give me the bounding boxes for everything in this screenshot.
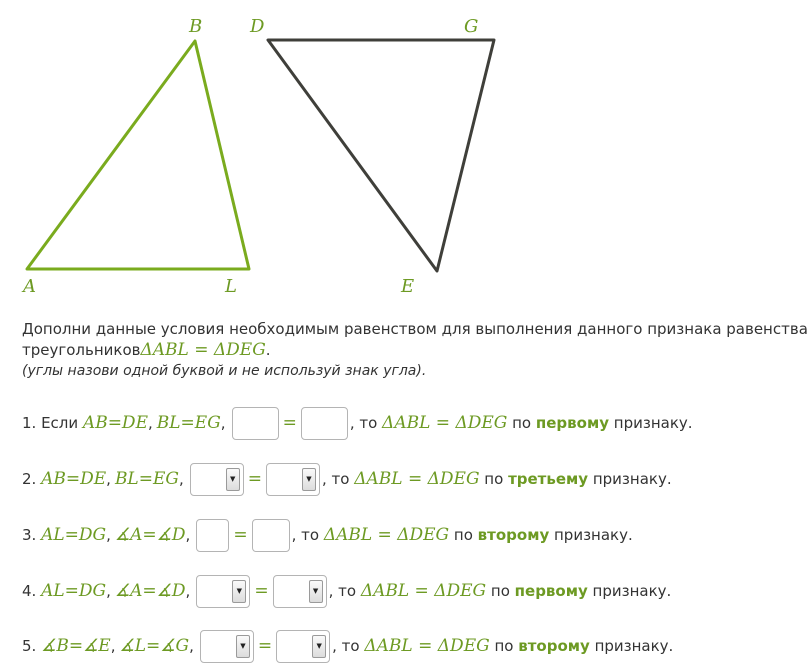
triangle-deg xyxy=(268,40,494,271)
triangle-deg-symbol: ΔDEG xyxy=(427,469,480,489)
triangle-deg-symbol: ΔDEG xyxy=(434,581,487,601)
triangle-down-icon[interactable]: ▼ xyxy=(312,635,326,658)
condition-1: AL=DG xyxy=(41,525,107,545)
sign-ordinal: второму xyxy=(477,526,550,544)
task-number: 2. xyxy=(22,470,42,488)
equals-sign: = xyxy=(247,469,262,489)
task-number: 5. xyxy=(22,637,42,655)
suffix-text: признаку. xyxy=(609,414,693,432)
vertex-label-l: L xyxy=(225,276,237,297)
equals-symbol: = xyxy=(188,340,214,360)
result-prefix: , то xyxy=(349,414,383,432)
answer-select-right[interactable] xyxy=(273,575,327,608)
task-number: 4. xyxy=(22,582,42,600)
triangle-down-icon[interactable]: ▼ xyxy=(309,580,323,603)
task-2 xyxy=(22,462,672,496)
answer-select-right[interactable] xyxy=(266,463,320,496)
answer-select-right[interactable] xyxy=(276,630,330,663)
result-prefix: , то xyxy=(291,526,324,544)
po-text: по xyxy=(489,637,519,655)
condition-2: BL=EG xyxy=(114,469,179,489)
po-text: по xyxy=(479,470,509,488)
triangle-down-icon[interactable]: ▼ xyxy=(226,468,240,491)
task-3 xyxy=(22,518,633,552)
equals-symbol: = xyxy=(402,469,428,489)
suffix-text: признаку. xyxy=(588,470,672,488)
equals-symbol: = xyxy=(409,581,435,601)
task-5 xyxy=(22,629,673,663)
suffix-text: признаку. xyxy=(549,526,633,544)
triangle-deg-symbol: ΔDEG xyxy=(213,340,266,360)
instructions xyxy=(22,319,812,382)
comma: , xyxy=(106,470,111,488)
sign-ordinal: первому xyxy=(514,582,588,600)
suffix-text: признаку. xyxy=(589,637,674,655)
equals-sign: = xyxy=(282,413,297,433)
answer-select-left[interactable] xyxy=(190,463,244,496)
triangle-deg-symbol: ΔDEG xyxy=(397,525,450,545)
comma: , xyxy=(185,526,191,544)
triangle-abl-symbol: ΔABL xyxy=(382,413,431,433)
triangle-abl xyxy=(27,41,249,269)
equals-symbol: = xyxy=(412,636,438,656)
sign-ordinal: третьему xyxy=(508,470,589,488)
vertex-label-e: E xyxy=(401,276,415,297)
instructions-hint: (углы назови одной буквой и не используй знак угла). xyxy=(22,363,427,379)
condition-1: AL=DG xyxy=(41,581,107,601)
po-text: по xyxy=(507,414,536,432)
task-number: 3. xyxy=(22,526,42,544)
comma: , xyxy=(178,470,184,488)
triangle-deg-symbol: ΔDEG xyxy=(437,636,490,656)
answer-select-left[interactable] xyxy=(200,630,254,663)
instructions-line-1: Дополни данные условия необходимым равенством для выполнения данного признака равенства xyxy=(22,320,808,338)
answer-input-left[interactable] xyxy=(232,407,279,440)
suffix-text: признаку. xyxy=(587,582,672,600)
comma: , xyxy=(220,414,226,432)
triangle-abl-symbol: ΔABL xyxy=(323,525,373,545)
condition-2: ∡A=∡D xyxy=(114,525,186,545)
result-prefix: , то xyxy=(321,470,355,488)
triangle-abl-symbol: ΔABL xyxy=(364,636,413,656)
condition-1: AB=DE xyxy=(82,413,148,433)
comma: , xyxy=(106,526,111,544)
sign-ordinal: первому xyxy=(535,414,610,432)
po-text: по xyxy=(486,582,515,600)
vertex-label-a: A xyxy=(23,276,36,297)
equals-symbol: = xyxy=(430,413,456,433)
po-text: по xyxy=(449,526,478,544)
triangle-down-icon[interactable]: ▼ xyxy=(302,468,316,491)
comma: , xyxy=(110,637,116,655)
answer-select-left[interactable] xyxy=(196,575,250,608)
task-4 xyxy=(22,574,671,608)
sign-ordinal: второму xyxy=(518,637,590,655)
triangle-down-icon[interactable]: ▼ xyxy=(232,580,246,603)
task-1 xyxy=(22,406,693,440)
equals-sign: = xyxy=(257,636,273,656)
condition-2: BL=EG xyxy=(156,413,221,433)
equals-sign: = xyxy=(254,581,269,601)
condition-1: AB=DE xyxy=(41,469,107,489)
triangle-down-icon[interactable]: ▼ xyxy=(236,635,250,658)
instructions-line-2 xyxy=(22,340,812,361)
instructions-line-2-text: треугольников xyxy=(22,341,141,359)
triangle-deg-symbol: ΔDEG xyxy=(455,413,508,433)
comma: , xyxy=(185,582,191,600)
instructions-period: . xyxy=(265,341,271,359)
condition-2: ∡A=∡D xyxy=(114,581,186,601)
comma: , xyxy=(189,637,194,655)
triangle-abl-symbol: ΔABL xyxy=(354,469,403,489)
comma: , xyxy=(106,582,111,600)
task-number: 1. Если xyxy=(22,414,83,432)
result-prefix: , то xyxy=(332,637,365,655)
comma: , xyxy=(147,414,153,432)
triangle-abl-symbol: ΔABL xyxy=(140,340,189,360)
condition-2: ∡L=∡G xyxy=(119,636,190,656)
condition-1: ∡B=∡E xyxy=(41,636,111,656)
equals-sign: = xyxy=(233,525,248,545)
answer-input-right[interactable] xyxy=(252,519,290,552)
equals-symbol: = xyxy=(372,525,398,545)
vertex-label-d: D xyxy=(250,16,265,37)
triangle-abl-symbol: ΔABL xyxy=(360,581,410,601)
answer-input-right[interactable] xyxy=(301,407,348,440)
result-prefix: , то xyxy=(328,582,361,600)
triangles-figure xyxy=(0,0,812,300)
vertex-label-b: B xyxy=(189,16,203,37)
answer-input-left[interactable] xyxy=(196,519,229,552)
vertex-label-g: G xyxy=(464,16,479,37)
